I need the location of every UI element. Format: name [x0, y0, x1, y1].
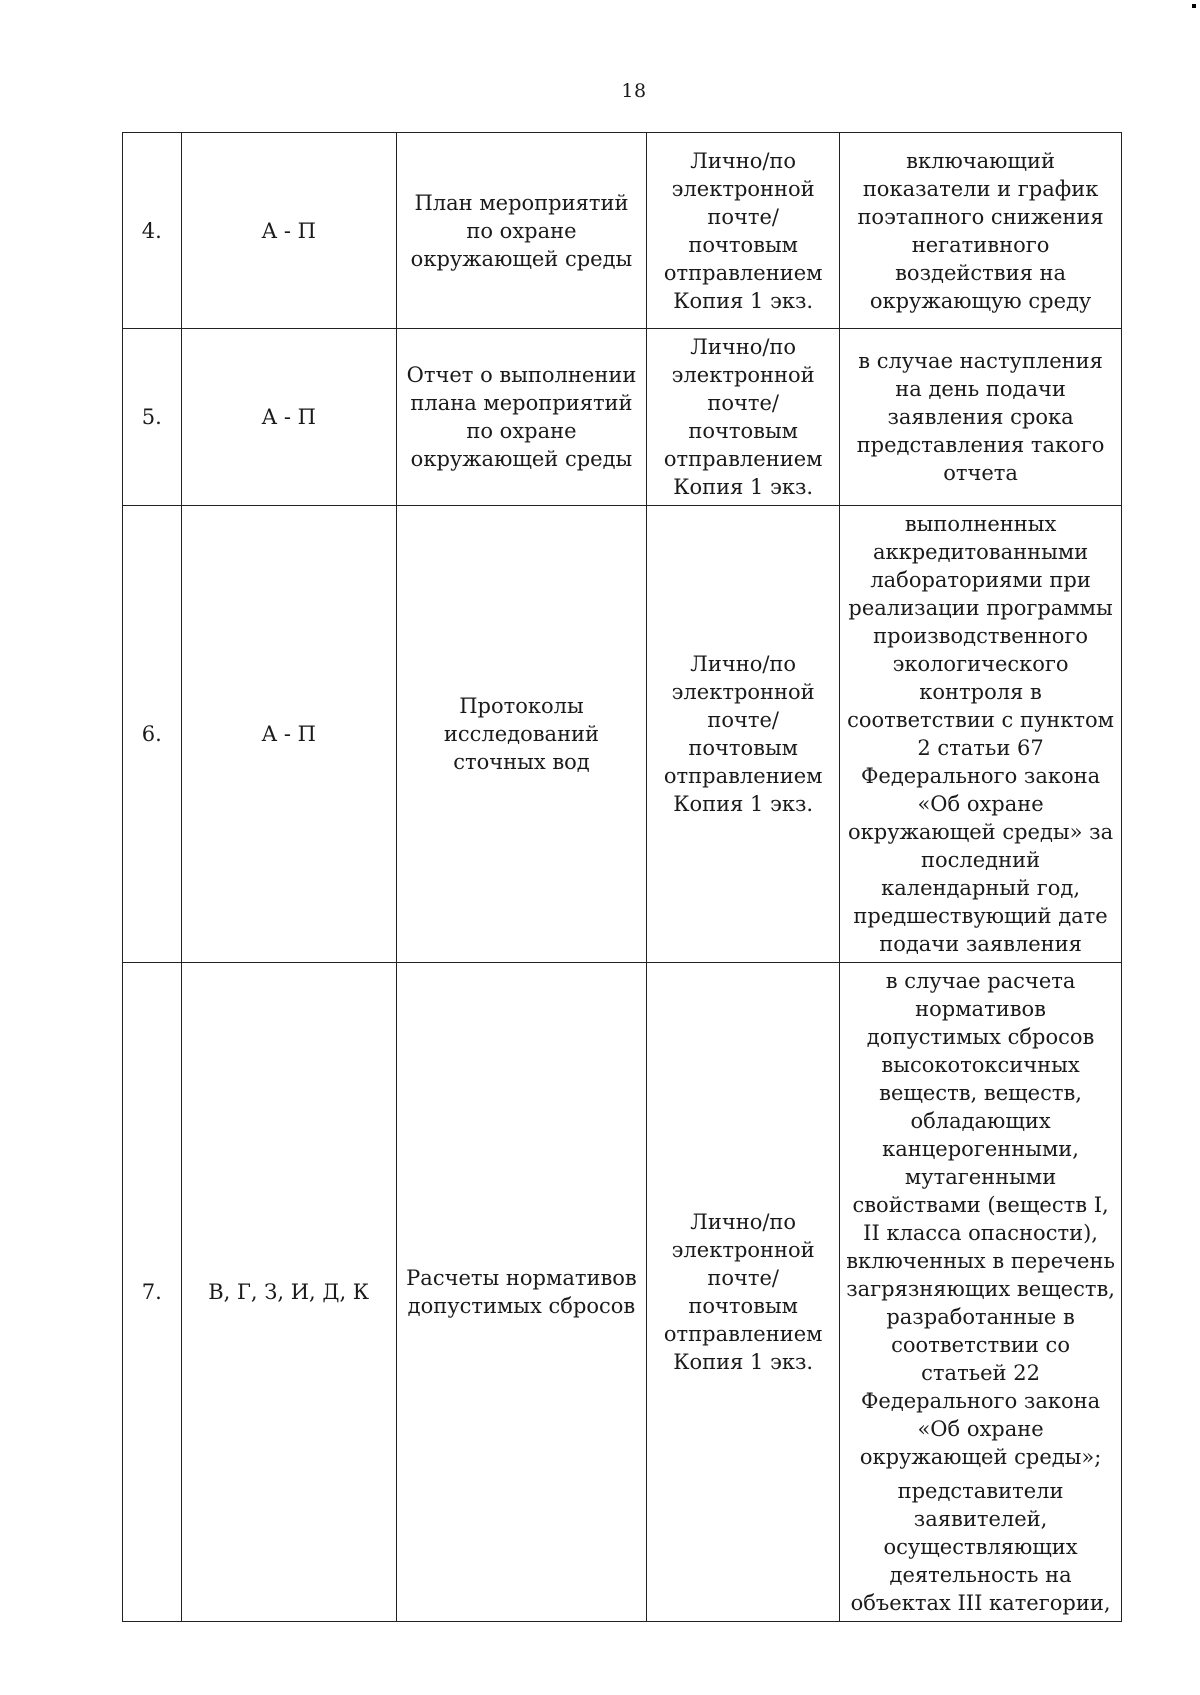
- row-note: [840, 329, 1122, 506]
- table-row: [123, 329, 1122, 506]
- row-category: А - П: [181, 329, 396, 506]
- row-number: 4.: [123, 133, 182, 329]
- row-number: 7.: [123, 963, 182, 1622]
- row-submission-method: Лично/по электронной почте/почтовым отправлением Копия 1 экз.: [647, 133, 840, 329]
- row-number: 5.: [123, 329, 182, 506]
- scan-corner-mark: [1192, 4, 1196, 8]
- row-note-text: в случае наступления на день подачи заявления срока представления такого отчета: [856, 349, 1105, 485]
- table-row: [123, 963, 1122, 1622]
- page-number: 18: [621, 80, 647, 102]
- row-submission-method: Лично/по электронной почте/почтовым отправлением Копия 1 экз.: [647, 506, 840, 963]
- row-document: Отчет о выполнении плана мероприятий по охране окружающей среды: [396, 329, 647, 506]
- documents-table: [122, 132, 1122, 1622]
- table-row: [123, 506, 1122, 963]
- row-submission-method: Лично/по электронной почте/почтовым отправлением Копия 1 экз.: [647, 329, 840, 506]
- row-note: [840, 133, 1122, 329]
- row-note-text: выполненных аккредитованными лабораториями при реализации программы производственного экологического контроля в соответствии с пунктом 2 статьи 67 Федерального закона «Об охране окружающей среды» за последний календарный год, предшествующий дате подачи заявления: [847, 512, 1115, 956]
- table-row: [123, 133, 1122, 329]
- row-category: А - П: [181, 506, 396, 963]
- row-number: 6.: [123, 506, 182, 963]
- row-submission-method: Лично/по электронной почте/почтовым отправлением Копия 1 экз.: [647, 963, 840, 1622]
- row-note: [840, 963, 1122, 1622]
- row-document: План мероприятий по охране окружающей среды: [396, 133, 647, 329]
- row-document: Протоколы исследований сточных вод: [396, 506, 647, 963]
- row-note-text: представители заявителей, осуществляющих деятельность на объектах III категории,: [850, 1479, 1111, 1615]
- row-category: А - П: [181, 133, 396, 329]
- row-note: [840, 506, 1122, 963]
- row-document: Расчеты нормативов допустимых сбросов: [396, 963, 647, 1622]
- row-note-text: включающий показатели и график поэтапного снижения негативного воздействия на окружающую среду: [857, 148, 1104, 313]
- row-note-text: в случае расчета нормативов допустимых сбросов высокотоксичных веществ, веществ, обладающих канцерогенными, мутагенными свойствами (веществ I, II класса опасности), включенных в перечень загрязняющих веществ, разработанные в соответствии со статьей 22 Федерального закона «Об охране окружающей среды»;: [846, 969, 1115, 1469]
- row-category: В, Г, З, И, Д, К: [181, 963, 396, 1622]
